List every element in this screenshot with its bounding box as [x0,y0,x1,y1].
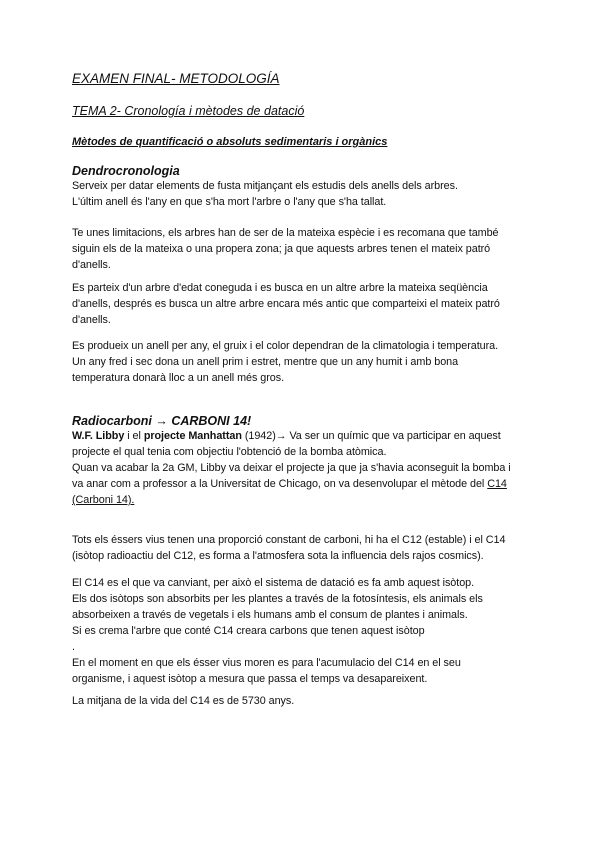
text-line: Es produeix un anell per any, el gruix i el color dependran de la climatologia i temperatura. [72,340,499,352]
text-line: absorbeixen a través de vegetals i els humans amb el consum de plantes i animals. [72,609,468,621]
text-line: Tots els éssers vius tenen una proporció constant de carboni, hi ha el C12 (estable) i el C14 [72,534,506,546]
text-line: Un any fred i sec dona un anell prim i estret, mentre que un any humit i amb bona [72,356,459,368]
text-line [72,476,511,492]
radio-paragraph-2 [72,532,505,564]
radio-heading: Radiocarboni → CARBONI 14! [72,414,252,428]
dendro-paragraph-2 [72,225,499,273]
text-line: En el moment en que els ésser vius moren es para l'acumulacio del C14 en el seu [72,657,461,669]
text-line: Serveix per datar elements de fusta mitjançant els estudis dels anells dels arbres. [72,180,458,192]
line-rest: (1942)→ Va ser un químic que va participar en aquest [241,430,501,442]
text-line: Els dos isòtops son absorbits per les plantes a través de la fotosíntesis, els animals els [72,593,483,605]
text-line: Quan va acabar la 2a GM, Libby va deixar el projecte ja que ja s'havia aconseguit la bomba i [72,462,511,474]
text-line: d'anells. [72,314,111,326]
radio-paragraph-1 [72,428,511,508]
dendro-paragraph-3 [72,280,500,328]
text-line: Te unes limitacions, els arbres han de ser de la mateixa espècie i es recomana que també [72,227,499,239]
text-line: siguin els de la mateixa o una propera zona; ja que aquests arbres tenen el mateix patró [72,243,491,255]
text-line [72,428,511,444]
methods-subtitle: Mètodes de quantificació o absoluts sedimentaris i orgànics [72,136,388,148]
text-line: . [72,641,75,653]
line-pre: va anar com a professor a la Universitat de Chicago, on va desenvolupar el mètode del [72,478,488,490]
radio-paragraph-3 [72,575,483,687]
dendro-paragraph-1 [72,178,458,210]
radio-paragraph-4: La mitjana de la vida del C14 es de 5730 anys. [72,695,295,707]
text-line: Si es crema l'arbre que conté C14 creara carbons que tenen aquest isòtop [72,625,425,637]
c14-link-continued[interactable]: (Carboni 14). [72,494,135,506]
dendro-paragraph-4 [72,338,498,386]
text-line: Es parteix d'un arbre d'edat coneguda i es busca en un altre arbre la mateixa seqüència [72,282,488,294]
manhattan-project: projecte Manhattan [143,430,242,442]
text-line: organisme, i aquest isòtop a mesura que passa el temps va desapareixent. [72,673,428,685]
text-line: d'anells, després es busca un altre arbre encara més antic que comparteixi el mateix patró [72,298,500,310]
text-line: d'anells. [72,259,111,271]
text-line: projecte el qual tenia com objectiu l'obtenció de la bomba atòmica. [72,446,387,458]
topic-heading: TEMA 2- Cronología i mètodes de datació [72,104,305,118]
text-line: L'últim anell és l'any en que s'ha mort l'arbre o l'any que s'ha tallat. [72,196,387,208]
text-line: El C14 es el que va canviant, per això el sistema de datació es fa amb aquest isòtop. [72,577,475,589]
text-line: (isòtop radioactiu del C12, es forma a l'atmosfera sota la influencia dels rajos cosmics). [72,550,484,562]
connector-text: i el [124,430,144,442]
document-title: EXAMEN FINAL- METODOLOGÍA [72,71,280,86]
libby-name: W.F. Libby [72,430,125,442]
c14-link[interactable]: C14 [487,478,507,490]
dendro-heading: Dendrocronologia [72,164,180,178]
text-line: temperatura donarà lloc a un anell més gros. [72,372,285,384]
